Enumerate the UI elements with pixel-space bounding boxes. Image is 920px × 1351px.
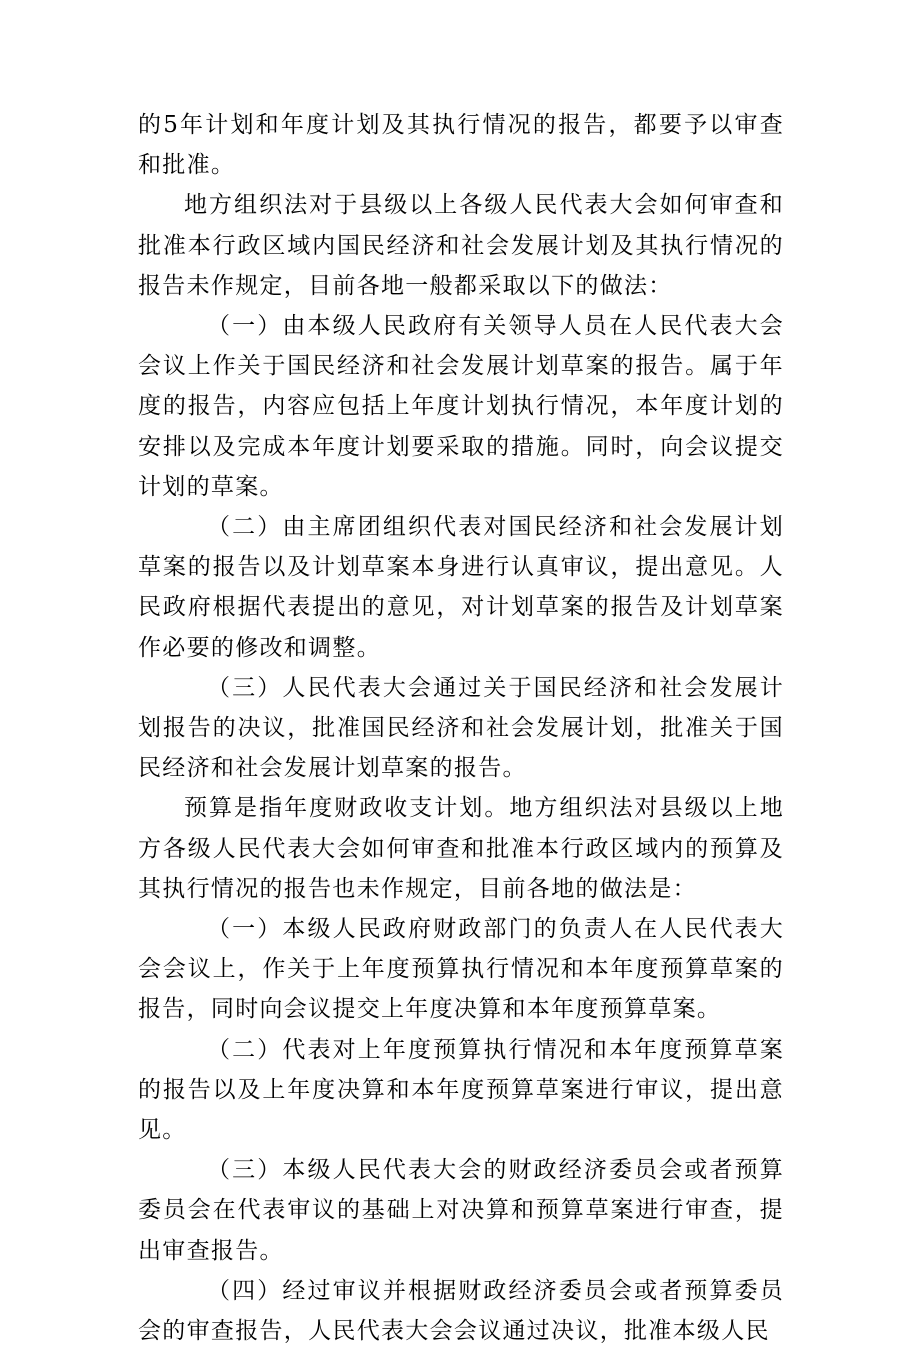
- paragraph-plan-review-intro: 地方组织法对于县级以上各级人民代表大会如何审查和批准本行政区域内国民经济和社会发展计划及其执行情况的报告未作规定，目前各地一般都采取以下的做法：: [138, 192, 784, 299]
- paragraph-continuation: 的5年计划和年度计划及其执行情况的报告，都要予以审查和批准。: [138, 112, 784, 179]
- paragraph-budget-step-4: （四）经过审议并根据财政经济委员会或者预算委员会的审查报告，人民代表大会会议通过决议，批准本级人民: [138, 1277, 784, 1345]
- paragraph-budget-step-1: （一）本级人民政府财政部门的负责人在人民代表大会会议上，作关于上年度预算执行情况和本年度预算草案的报告，同时向会议提交上年度决算和本年度预算草案。: [138, 916, 784, 1023]
- paragraph-plan-step-1: （一）由本级人民政府有关领导人员在人民代表大会会议上作关于国民经济和社会发展计划草案的报告。属于年度的报告，内容应包括上年度计划执行情况，本年度计划的安排以及完成本年度计划要采取的措施。同时，向会议提交计划的草案。: [138, 313, 784, 500]
- paragraph-plan-step-2: （二）由主席团组织代表对国民经济和社会发展计划草案的报告以及计划草案本身进行认真审议，提出意见。人民政府根据代表提出的意见，对计划草案的报告及计划草案作必要的修改和调整。: [138, 514, 784, 661]
- paragraph-budget-intro: 预算是指年度财政收支计划。地方组织法对县级以上地方各级人民代表大会如何审查和批准本行政区域内的预算及其执行情况的报告也未作规定，目前各地的做法是：: [138, 795, 784, 902]
- paragraph-budget-step-3: （三）本级人民代表大会的财政经济委员会或者预算委员会在代表审议的基础上对决算和预算草案进行审查，提出审查报告。: [138, 1157, 784, 1264]
- paragraph-budget-step-2: （二）代表对上年度预算执行情况和本年度预算草案的报告以及上年度决算和本年度预算草案进行审议，提出意见。: [138, 1036, 784, 1144]
- paragraph-plan-step-3: （三）人民代表大会通过关于国民经济和社会发展计划报告的决议，批准国民经济和社会发展计划，批准关于国民经济和社会发展计划草案的报告。: [138, 674, 784, 782]
- document-page: [138, 105, 784, 1351]
